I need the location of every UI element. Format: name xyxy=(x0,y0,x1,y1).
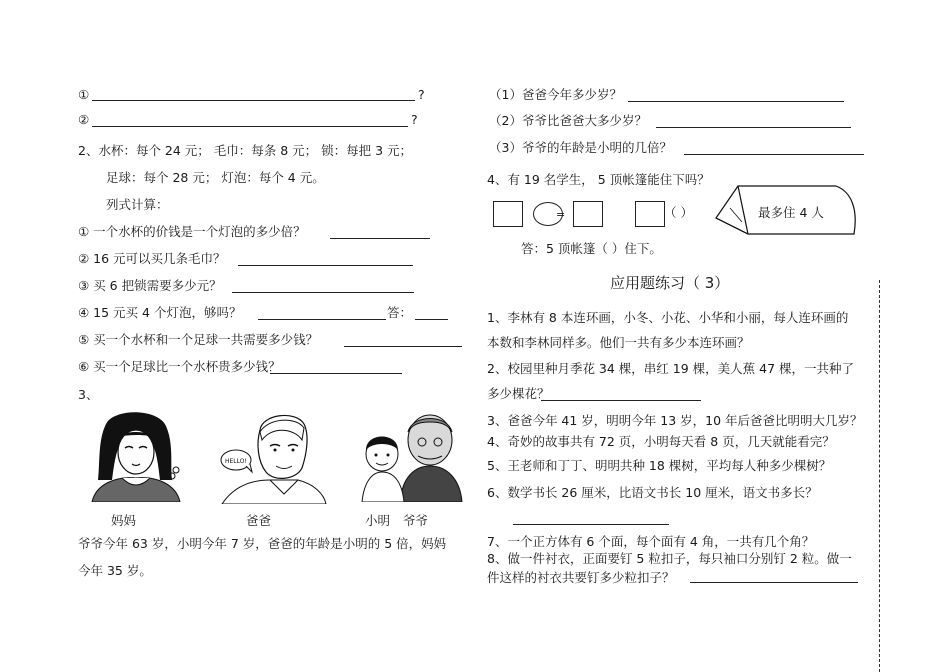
problem-6-answer[interactable] xyxy=(513,524,669,525)
caption-mom: 妈妈 xyxy=(111,513,137,528)
problem-1-line1: 1、李林有 8 本连环画，小冬、小花、小华和小丽，每人连环画的 xyxy=(487,310,849,325)
caption-grandpa: 爷爷 xyxy=(403,513,429,528)
q2-item-4-answer[interactable] xyxy=(258,319,386,320)
blank1-marker: ① xyxy=(78,87,90,102)
blank1-end: ? xyxy=(418,87,425,102)
blank2-marker: ② xyxy=(78,112,90,127)
q2-item-4: ④ 15 元买 4 个灯泡，够吗？ xyxy=(78,305,242,320)
blank2-end: ? xyxy=(411,112,418,127)
problem-2-line2: 多少棵花？ xyxy=(487,386,550,401)
problem-2-answer[interactable] xyxy=(541,400,701,401)
blank2-answer-line[interactable] xyxy=(92,126,408,127)
problem-2-line1: 2、校园里种月季花 34 棵，串红 19 棵，美人蕉 47 棵，一共种了 xyxy=(487,361,855,376)
problem-8-line1: 8、做一件衬衣，正面要钉 5 粒扣子，每只袖口分别钉 2 粒。做一 xyxy=(487,551,852,566)
q3-label: 3、 xyxy=(78,387,99,402)
tent-label: 最多住 4 人 xyxy=(758,205,824,220)
blank1-answer-line[interactable] xyxy=(92,100,415,101)
problem-8-answer[interactable] xyxy=(690,582,858,583)
q2-item-2: ② 16 元可以买几条毛巾？ xyxy=(78,251,226,266)
section-title: 应用题练习（ 3） xyxy=(610,274,730,292)
q4-box-2[interactable] xyxy=(573,201,603,227)
problem-4: 4、奇妙的故事共有 72 页，小明每天看 8 页，几天就能看完？ xyxy=(487,434,835,449)
q2-item-5-answer[interactable] xyxy=(344,346,462,347)
q2-item-3: ③ 买 6 把锁需要多少元？ xyxy=(78,278,222,293)
q2-item-1: ① 一个水杯的价钱是一个灯泡的多少倍？ xyxy=(78,224,306,239)
sub-question-3: （3）爷爷的年龄是小明的几倍？ xyxy=(489,140,672,155)
q2-item-4-answer-short[interactable] xyxy=(415,319,448,320)
q2-subtitle: 列式计算： xyxy=(106,197,169,212)
dad-illustration xyxy=(218,410,328,504)
q2-item-4-answer-label: 答： xyxy=(387,305,413,320)
q4-box-3[interactable] xyxy=(635,201,665,227)
q2-item-5: ⑤ 买一个水杯和一个足球一共需要多少钱？ xyxy=(78,332,319,347)
q2-item-6-answer[interactable] xyxy=(270,373,402,374)
caption-xiaoming: 小明 xyxy=(365,513,391,528)
q2-item-2-answer[interactable] xyxy=(238,265,413,266)
problem-7: 7、一个正方体有 6 个面，每个面有 4 角，一共有几个角？ xyxy=(487,534,815,549)
problem-6: 6、数学书长 26 厘米，比语文书长 10 厘米，语文书多长？ xyxy=(487,485,818,500)
q2-item-1-answer[interactable] xyxy=(330,238,430,239)
caption-dad: 爸爸 xyxy=(246,513,272,528)
problem-5: 5、王老师和丁丁、明明共种 18 棵树，平均每人种多少棵树？ xyxy=(487,458,832,473)
q2-item-6: ⑥ 买一个足球比一个水杯贵多少钱？ xyxy=(78,359,281,374)
problem-3: 3、爸爸今年 41 岁，明明今年 13 岁，10 年后爸爸比明明大几岁？ xyxy=(487,413,863,428)
q3-text-line2: 今年 35 岁。 xyxy=(78,563,152,578)
q4-paren: （ ） xyxy=(664,205,693,220)
q2-prices-line1: 2、水杯：每个 24 元； 毛巾：每条 8 元； 锁：每把 3 元； xyxy=(78,143,413,158)
sub-question-2: （2）爷爷比爸爸大多少岁？ xyxy=(489,113,647,128)
hello-text: HELLO! xyxy=(225,458,247,465)
mom-illustration xyxy=(86,410,184,502)
sub-question-1: （1）爸爸今年多少岁？ xyxy=(489,87,622,102)
problem-1-line2: 本数和李林同样多。他们一共有多少本连环画？ xyxy=(487,335,750,350)
problem-8-line2: 件这样的衬衣共要钉多少粒扣子？ xyxy=(487,570,675,585)
sub-question-1-answer[interactable] xyxy=(628,101,844,102)
q4-text: 4、有 19 名学生， 5 顶帐篷能住下吗？ xyxy=(487,172,710,187)
q4-equals: = xyxy=(556,208,566,221)
q2-prices-line2: 足球：每个 28 元； 灯泡：每个 4 元。 xyxy=(106,170,325,185)
xiaoming-grandpa-illustration xyxy=(360,410,464,502)
sub-question-3-answer[interactable] xyxy=(684,154,864,155)
q2-item-3-answer[interactable] xyxy=(232,292,414,293)
q4-answer: 答：5 顶帐篷（ ）住下。 xyxy=(521,241,662,256)
q4-box-1[interactable] xyxy=(493,201,523,227)
q3-text-line1: 爷爷今年 63 岁，小明今年 7 岁，爸爸的年龄是小明的 5 倍，妈妈 xyxy=(78,536,447,551)
sub-question-2-answer[interactable] xyxy=(656,127,851,128)
fold-divider xyxy=(879,280,880,672)
